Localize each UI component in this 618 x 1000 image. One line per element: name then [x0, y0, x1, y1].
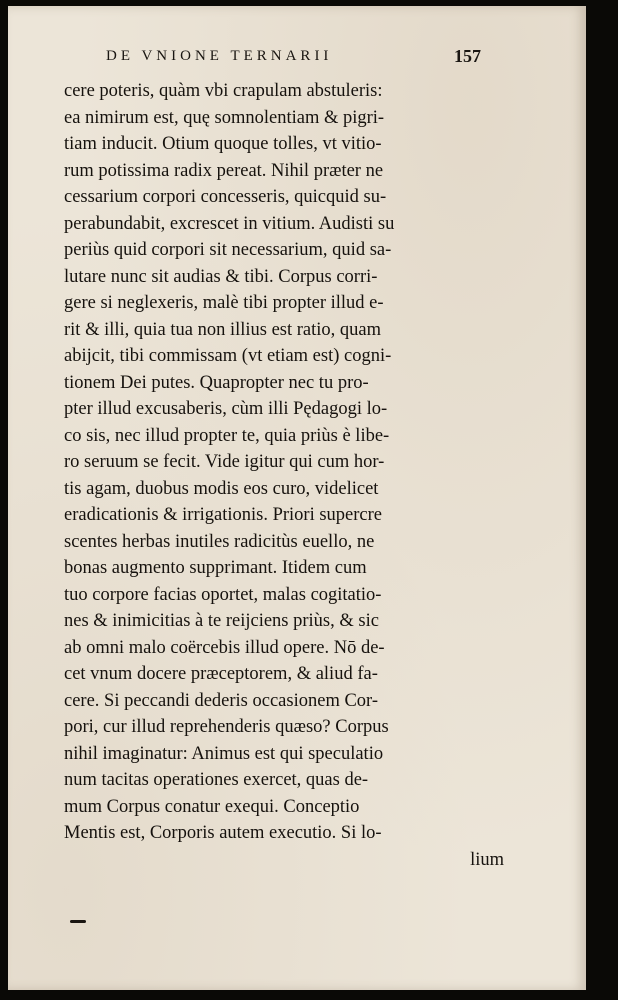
text-line: tionem Dei putes. Quapropter nec tu pro-	[64, 372, 369, 393]
text-line: pter illud excusaberis, cùm illi Pędagogi lo-	[64, 399, 388, 419]
page-sheet	[8, 6, 586, 990]
text-line: rit & illi, quia tua non illius est ratio, quam	[64, 319, 382, 340]
text-line: abijcit, tibi commissam (vt etiam est) cogni-	[64, 346, 392, 366]
text-line: co sis, nec illud propter te, quia priùs è libe-	[64, 425, 390, 446]
ink-mark	[70, 918, 90, 924]
text-line: nihil imaginatur: Animus est qui speculatio	[64, 743, 384, 764]
text-line: Mentis est, Corporis autem executio. Si lo-	[64, 823, 382, 843]
text-line: gere si neglexeris, malè tibi propter illud e-	[64, 293, 384, 313]
text-line: ro seruum se fecit. Vide igitur qui cum hor-	[64, 452, 385, 472]
text-line: bonas augmento supprimant. Itidem cum	[64, 558, 367, 578]
text-line: rum potissima radix pereat. Nihil præter ne	[64, 160, 384, 181]
text-line: periùs quid corpori sit necessarium, quid sa-	[64, 240, 392, 260]
text-line: tuo corpore facias oportet, malas cogitatio-	[64, 584, 382, 605]
text-line: cere. Si peccandi dederis occasionem Cor-	[64, 690, 378, 711]
text-line: tiam inducit. Otium quoque tolles, vt vitio-	[64, 134, 382, 154]
text-line: cessarium corpori concesseris, quicquid su-	[64, 187, 387, 207]
text-line: scentes herbas inutiles radicitùs euello, ne	[64, 531, 375, 552]
text-line: ab omni malo coërcebis illud opere. Nō de-	[64, 637, 385, 658]
text-line: nes & inimicitias à te reijciens priùs, & sic	[64, 611, 379, 631]
text-line: mum Corpus conatur exequi. Conceptio	[64, 796, 360, 817]
text-line: cet vnum docere præceptorem, & aliud fa-	[64, 664, 378, 684]
text-line: ea nimirum est, quę somnolentiam & pigri-	[64, 107, 385, 128]
text-line: eradicationis & irrigationis. Priori supercre	[64, 505, 383, 525]
body-text	[64, 78, 504, 873]
running-head: DE VNIONE TERNARII	[106, 48, 333, 64]
text-line: tis agam, duobus modis eos curo, videlicet	[64, 478, 379, 499]
text-line: pori, cur illud reprehenderis quæso? Corpus	[64, 717, 389, 737]
text-line: lutare nunc sit audias & tibi. Corpus corri-	[64, 266, 378, 287]
text-line: perabundabit, excrescet in vitium. Audisti su	[64, 213, 395, 234]
page-number: 157	[454, 46, 481, 66]
text-line: cere poteris, quàm vbi crapulam abstuleris:	[64, 81, 383, 101]
catchword: lium	[470, 849, 504, 870]
text-line: num tacitas operationes exercet, quas de-	[64, 770, 369, 790]
